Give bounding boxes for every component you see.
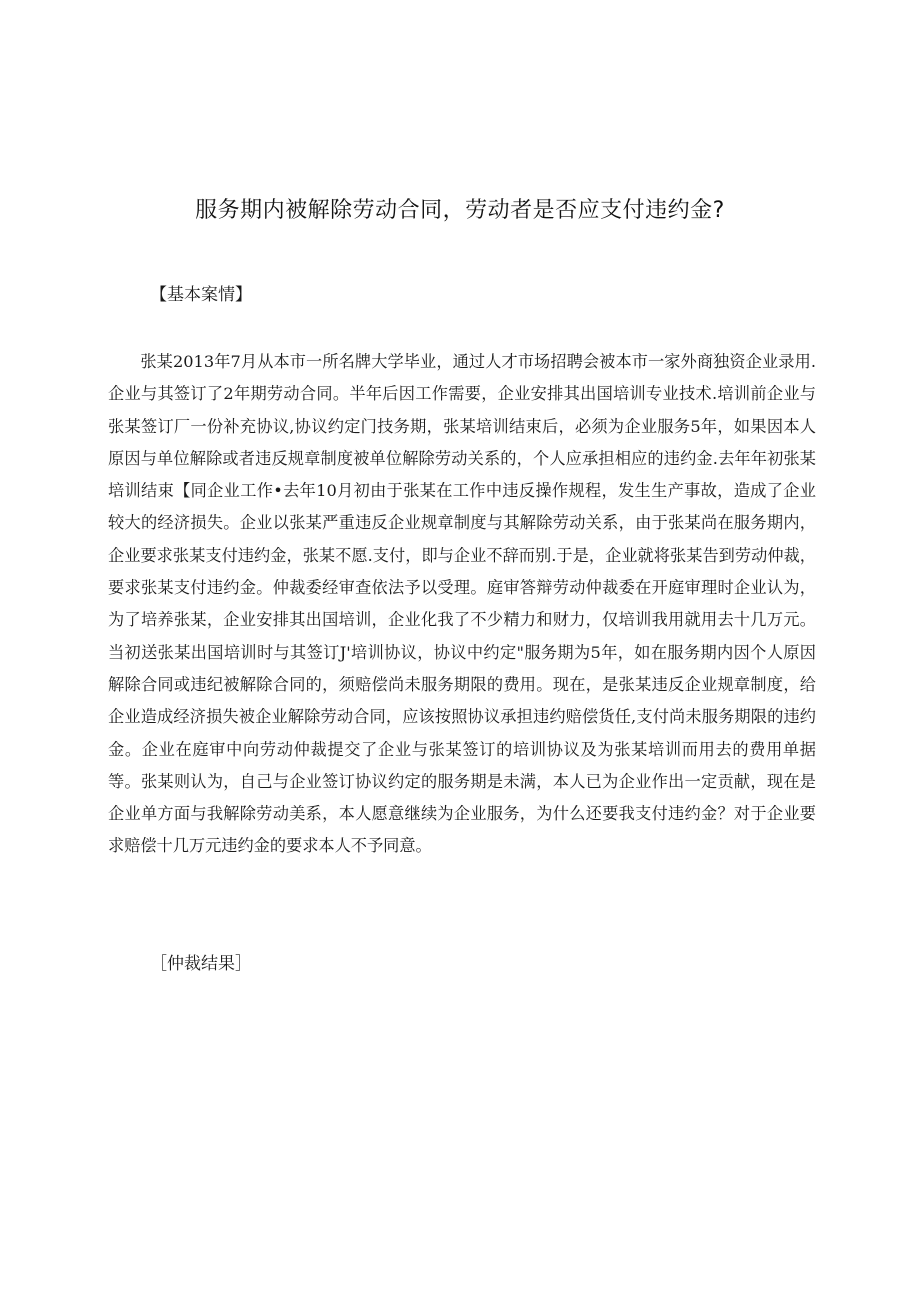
basic-case-paragraph: 张某2013年7月从本市一所名牌大学毕业，通过人才市场招聘会被本市一家外商独资企业录用.企业与其签订了2年期劳动合同。半年后因工作需要，企业安排其出国培训专业技术.培训前企业与张某签订厂一份补充协议,协议约定门技务期，张某培训结束后，必须为企业服务5年，如果因本人原因与单位解除或者违反规章制度被单位解除劳动关系的，个人应承担相应的违约金.去年年初张某培训结束【同企业工作•去年10月初由于张某在工作中违反操作规程，发生生产事故，造成了企业较大的经济损失。企业以张某严重违反企业规章制度与其解除劳动关系，由于张某尚在服务期内，企业要求张某支付违约金，张某不愿.支付，即与企业不辞而别.于是，企业就将张某告到劳动仲裁，要求张某支付违约金。仲裁委经审查依法予以受理。庭审答辩劳动仲裁委在开庭审理时企业认为，为了培养张某，企业安排其出国培训，企业化我了不少精力和财力，仅培训我用就用去十几万元。当初送张某出国培训时与其签订J'培训协议，协议中约定"服务期为5年，如在服务期内因个人原因解除合同或违纪被解除合同的，须赔偿尚未服务期限的费用。现在，是张某违反企业规章制度，给企业造成经济损失被企业解除劳动合同，应该按照协议承担违约赔偿货任,支付尚未服务期限的违约金。企业在庭审中向劳动仲裁提交了企业与张某签订的培训协议及为张某培训而用去的费用单据等。张某则认为，自己与企业签订协议约定的服务期是未满，本人已为企业作出一定贡献，现在是企业单方面与我解除劳动美系，本人愿意继续为企业服务，为什么还要我支付违约金？对于企业要求赔偿十几万元违约金的要求本人不予同意。: [108, 352, 816, 856]
arbitration-result-heading: ［仲裁结果］: [150, 954, 252, 974]
basic-case-heading: 【基本案情】: [150, 285, 252, 305]
document-title: 服务期内被解除劳动合同，劳动者是否应支付违约金?: [195, 198, 725, 223]
